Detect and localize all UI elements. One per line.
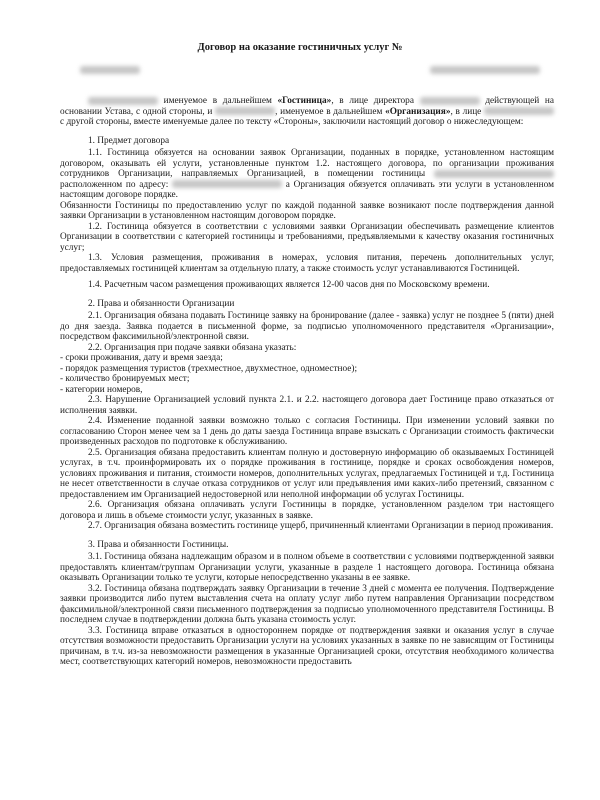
clause-2-1: 2.1. Организация обязана подавать Гостинице заявку на бронирование (далее - заявка) услуг не позднее 5 (пяти) дней до дня заезда. Заявка подается в письменной форме, за подписью уполномоченного представителя «Организации», посредством факсимильной/электронной связи. bbox=[60, 311, 554, 342]
document-title: Договор на оказание гостиничных услуг № bbox=[197, 42, 403, 53]
clause-3-1: 3.1. Гостиница обязана надлежащим образом и в полном объеме в соответствии с условиями подтвержденной заявки предоставлять клиентам/группам Организации услуги, указанные в разделе 1 настоящего договора. Гостиница обязана оказывать Организации только те услуги, которые непосредственно указаны в ее заявке. bbox=[60, 552, 554, 583]
section-3-title: 3. Права и обязанности Гостиницы. bbox=[88, 539, 229, 550]
redacted-hotel-name bbox=[88, 97, 158, 105]
clause-2-6: 2.6. Организация обязана оплачивать услуги Гостиницы в порядке, установленном разделом три настоящего договора и лишь в объеме стоимости услуг, указанных в заявке. bbox=[60, 500, 554, 521]
redacted-city bbox=[80, 66, 140, 74]
clause-1-1-note: Обязанности Гостиницы по предоставлению услуг по каждой поданной заявке возникают после подтверждения данной заявки Организации в установленном настоящим договором порядке. bbox=[60, 200, 554, 221]
redacted-hotel-name-2 bbox=[434, 170, 554, 178]
clause-1-3: 1.3. Условия размещения, проживания в номерах, условия питания, перечень дополнительных услуг, предоставляемых гостиницей клиентам за отдельную плату, а также стоимость услуг устанавливаются Гостиницей. bbox=[60, 253, 554, 274]
clause-1-1: 1.1. Гостиница обязуется на основании заявок Организации, поданных в порядке, установленном настоящим договором, оказывать ей услуги, установленные пунктом 1.2. настоящего договора, по организации проживания сотрудников Организации, направляемых Организацией, в помещении гостиницы расположенном по адресу: а Организация обязуется оплачивать эти услуги в установленном настоящим договоре порядке. bbox=[60, 148, 554, 200]
clause-3-3: 3.3. Гостиница вправе отказаться в одностороннем порядке от подтверждения заявки и оказания услуг в случае отсутствия возможности предоставить Организации услуги на условиях указанных в заявке по не зависящим от Гостиницы причинам, в т.ч. из-за невозможности размещения в указанные Организацией сроки, отсутствия необходимого количества мест, соответствующих категорий номеров, невозможности предоставить bbox=[60, 625, 554, 667]
redacted-address bbox=[172, 180, 282, 188]
section-1-title: 1. Предмет договора bbox=[88, 135, 170, 146]
list-item: - сроки проживания, дату и время заезда; bbox=[60, 353, 223, 363]
preamble: именуемое в дальнейшем «Гостиница», в лице директора действующей на основании Устава, с одной стороны, и , именуемое в дальнейшем «Организация», в лице с другой стороны, вместе именуемые далее по тексту «Стороны», заключили настоящий договор о нижеследующем: bbox=[60, 96, 555, 127]
redacted-representative bbox=[484, 107, 554, 115]
redacted-org-name bbox=[215, 107, 275, 115]
redacted-director-name bbox=[420, 97, 480, 105]
redacted-date bbox=[430, 66, 540, 74]
clause-1-2: 1.2. Гостиница обязуется в соответствии с условиями заявки Организации обеспечивать размещение клиентов Организации в соответствии с категорией гостиницы и требованиями, предъявляемыми к качеству оказания гостиничных услуг; bbox=[60, 221, 554, 253]
clause-3-2: 3.2. Гостиница обязана подтверждать заявку Организации в течение 3 дней с момента ее получения. Подтверждение заявки производится либо путем выставления счета на оплату услуг либо путем направления Организации посредством факсимильной/электронной связи письменного подтверждения за подписью уполномоченного представителя Гостиницы. В последнем случае в подтверждении должна быть указана стоимость услуг. bbox=[60, 583, 554, 625]
clause-2-7: 2.7. Организация обязана возместить гостинице ущерб, причиненный клиентами Организации в период проживания. bbox=[88, 521, 554, 531]
clause-2-4: 2.4. Изменение поданной заявки возможно только с согласия Гостиницы. При изменении условий заявки по согласованию Сторон менее чем за 1 день до даты заезда Гостиница вправе взыскать с Организации стоимость фактически произведенных расходов по подготовке к обслуживанию. bbox=[60, 416, 554, 447]
clause-1-4: 1.4. Расчетным часом размещения проживающих является 12-00 часов дня по Московскому времени. bbox=[88, 280, 490, 290]
clause-2-5: 2.5. Организация обязана предоставить клиентам полную и достоверную информацию об оказываемых Гостиницей услугах, в т.ч. проинформировать их о порядке проживания в гостинице, порядке и сроках освобождения номеров, условиях проживания и питания, стоимости номеров, дополнительных услугах, предлагаемых Гостиницей и т.д. Гостиница не несет ответственности в случае отказа сотрудников от услуг или предъявления ими каких-либо претензий, связанном с предоставлением им Организацией недостоверной или неполной информации об услугах Гостиницы. bbox=[60, 447, 554, 500]
list-item: - категории номеров, bbox=[60, 384, 143, 395]
clause-2-2: 2.2. Организация при подаче заявки обязана указать: bbox=[88, 342, 297, 353]
clause-2-3: 2.3. Нарушение Организацией условий пункта 2.1. и 2.2. настоящего договора дает Гостинице право отказаться от исполнения заявки. bbox=[60, 395, 554, 416]
document-body bbox=[60, 96, 554, 668]
list-item: - порядок размещения туристов (трехместное, двухместное, одноместное); bbox=[60, 363, 358, 374]
list-item: - количество бронируемых мест; bbox=[60, 374, 190, 384]
section-2-title: 2. Права и обязанности Организации bbox=[88, 298, 235, 309]
